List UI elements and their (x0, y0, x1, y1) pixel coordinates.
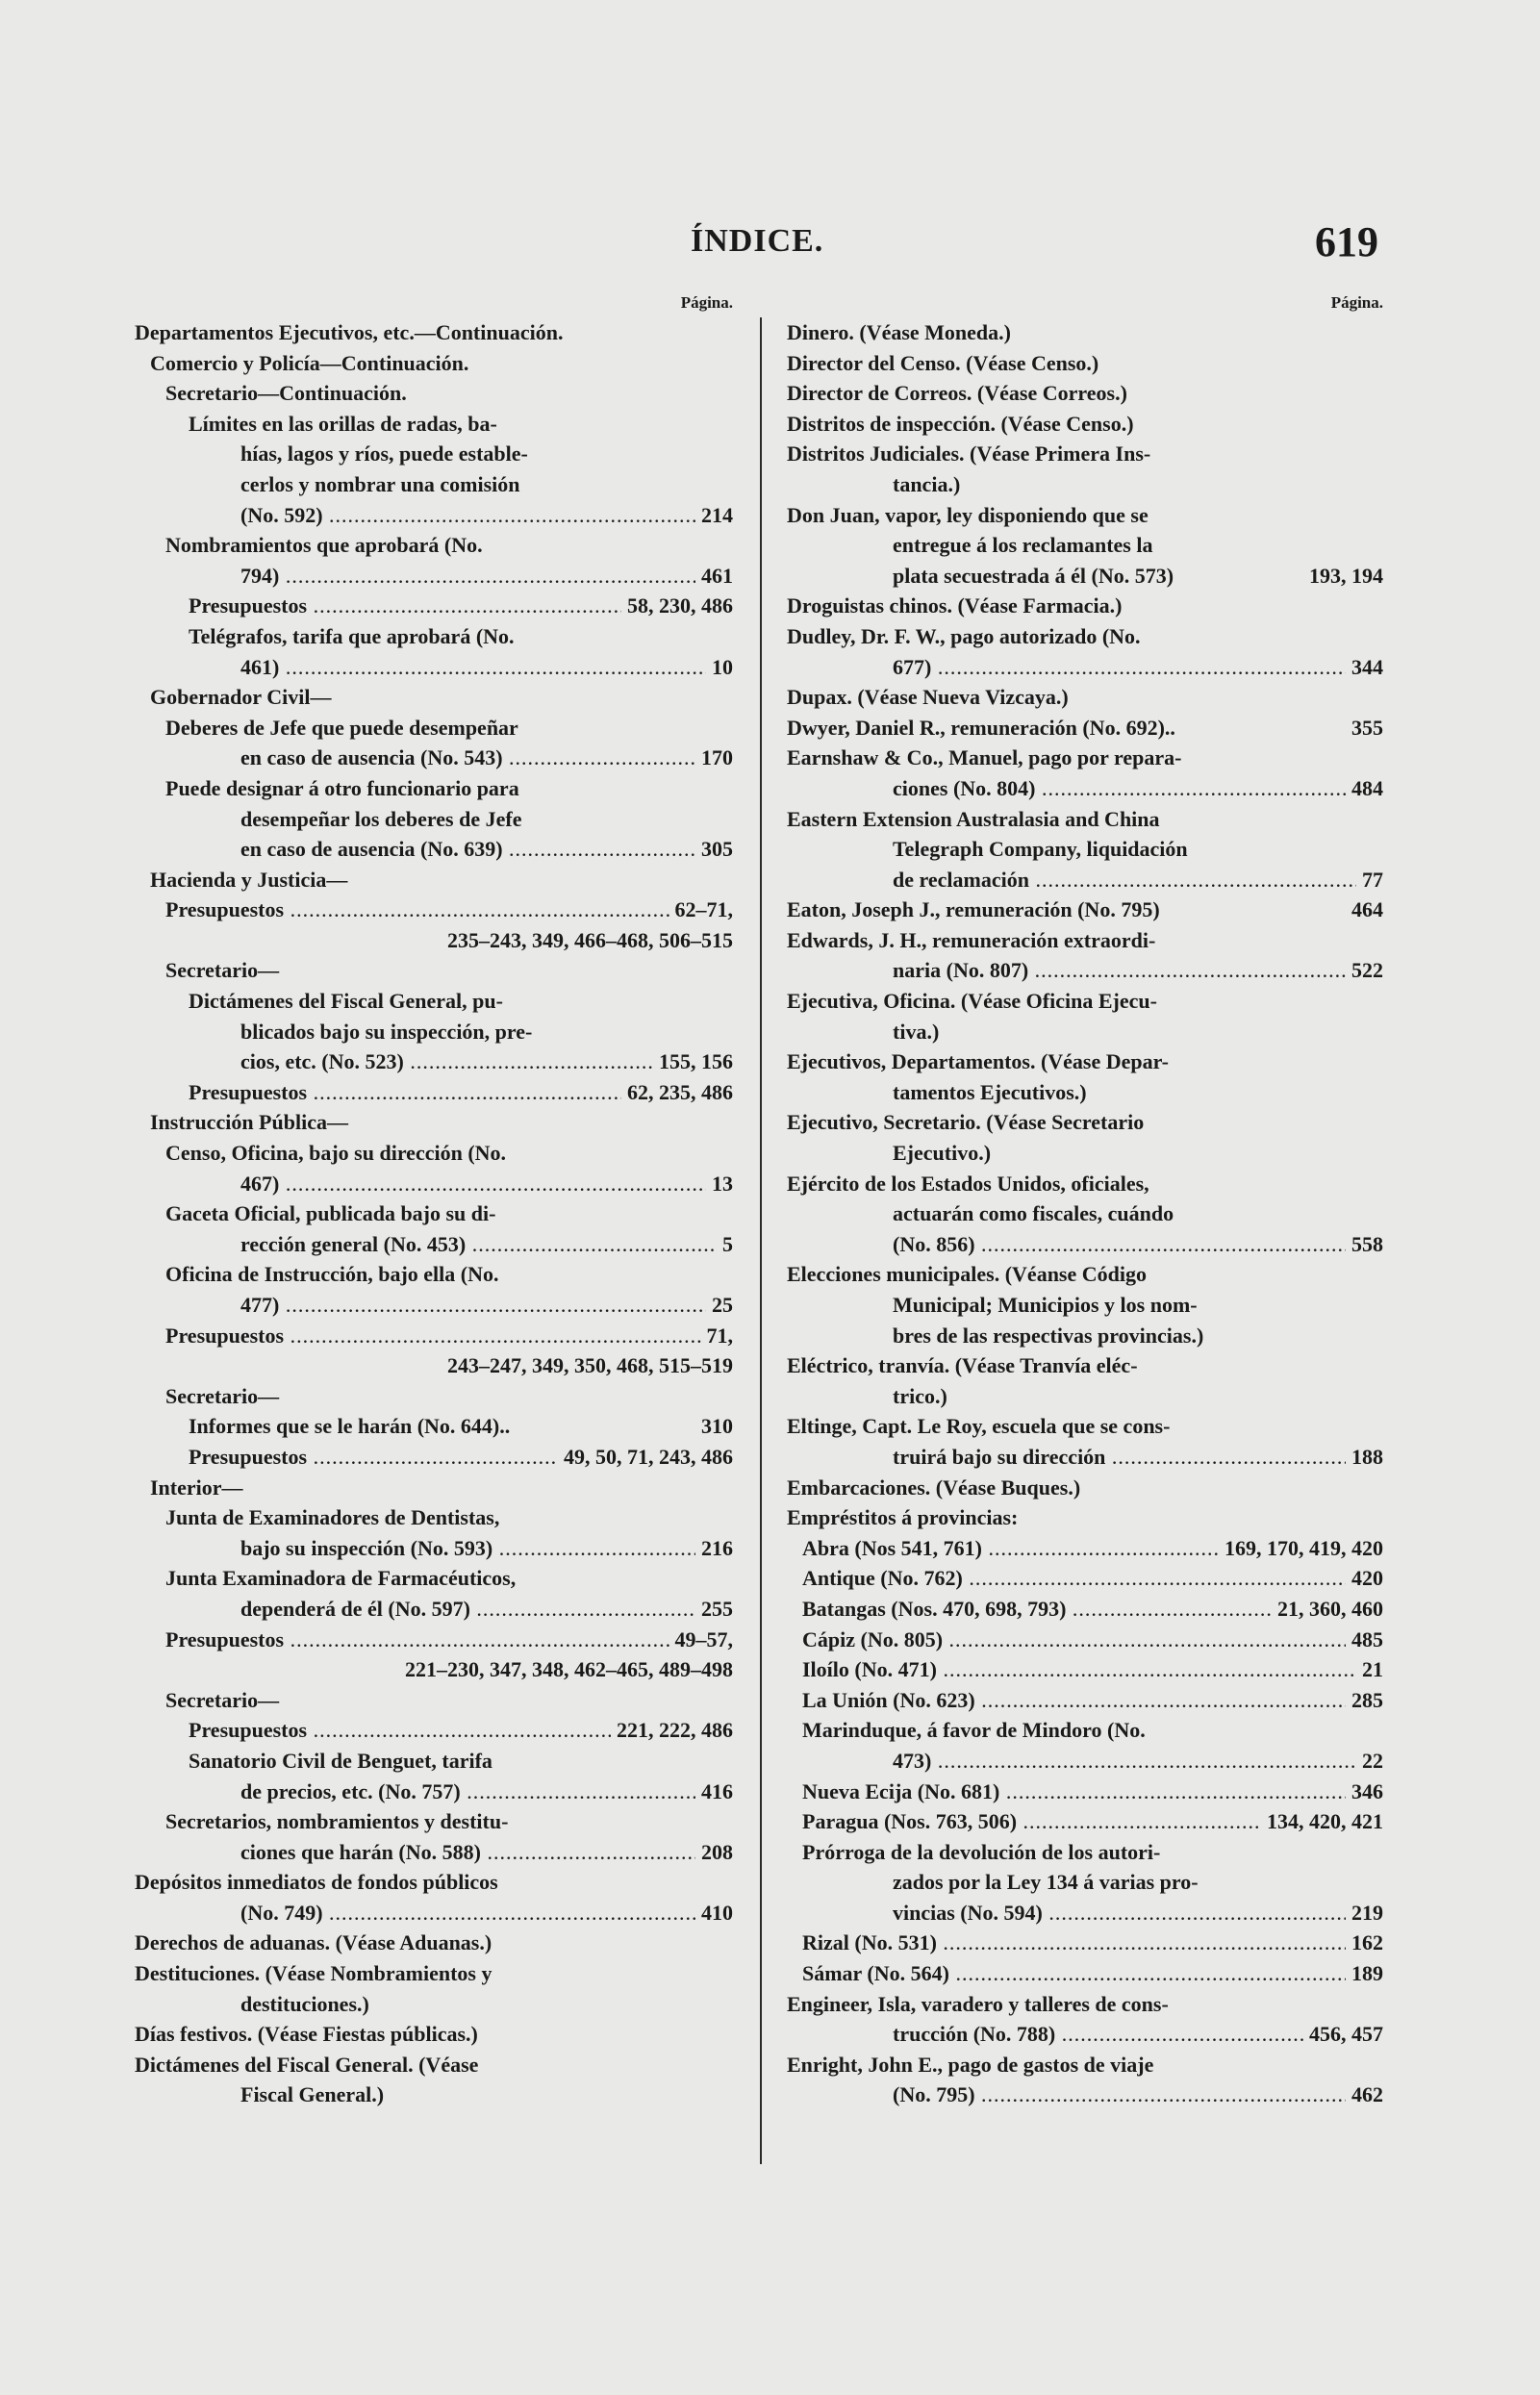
entry-page-ref: 420 (1351, 1566, 1383, 1591)
entry-text: 477) ..... (240, 1290, 706, 1321)
entry-text: Elecciones municipales. (Véanse Código (787, 1262, 1147, 1287)
entry-page-ref: 10 (712, 654, 733, 679)
entry-text: dependerá de él (No. 597) ..... (240, 1594, 695, 1625)
index-entry-line (135, 773, 733, 804)
index-entry-line (135, 348, 733, 379)
index-entry-line (135, 1533, 733, 1564)
entry-page-ref: 170 (701, 745, 733, 770)
entry-text: Droguistas chinos. (Véase Farmacia.) (787, 593, 1123, 618)
index-entry-line (787, 743, 1383, 773)
entry-text: 473) ..... (893, 1746, 1356, 1777)
index-entry-line (135, 1259, 733, 1290)
index-entry-line (787, 1259, 1383, 1290)
entry-text: 467) ..... (240, 1169, 706, 1199)
entry-text: Presupuestos ..... (189, 1715, 611, 1746)
entry-page-ref: 189 (1351, 1961, 1383, 1986)
entry-text: Edwards, J. H., remuneración extraordi- (787, 927, 1156, 952)
index-entry-line (135, 1442, 733, 1473)
entry-page-ref: 77 (1362, 867, 1383, 892)
index-entry-line (135, 1077, 733, 1108)
index-entry-line (787, 348, 1383, 379)
entry-text: Director de Correos. (Véase Correos.) (787, 381, 1127, 406)
index-entry-line (135, 1837, 733, 1868)
entry-page-ref: 216 (701, 1535, 733, 1560)
entry-text: Embarcaciones. (Véase Buques.) (787, 1475, 1081, 1500)
index-entry-line (135, 1867, 733, 1898)
index-entry-line (135, 530, 733, 561)
index-entry-line (135, 1502, 733, 1533)
entry-text: La Unión (No. 623) ..... (802, 1685, 1346, 1716)
index-entry-line (787, 1533, 1383, 1564)
page-header (0, 218, 1540, 281)
index-entry-line (135, 1138, 733, 1169)
entry-page-ref: 462 (1351, 2082, 1383, 2107)
index-entry-line (787, 1138, 1383, 1169)
entry-text: Ejército de los Estados Unidos, oficiales, (787, 1171, 1149, 1196)
entry-page-ref: 193, 194 (1309, 563, 1383, 588)
entry-text: Límites en las orillas de radas, ba- (189, 411, 497, 436)
entry-text: Secretarios, nombramientos y destitu- (165, 1809, 509, 1834)
index-entry-line (135, 378, 733, 409)
entry-text: entregue á los reclamantes la (893, 533, 1153, 558)
index-entry-line (135, 1321, 733, 1351)
entry-text: hías, lagos y ríos, puede estable- (240, 441, 528, 466)
entry-page-ref: 21 (1362, 1657, 1383, 1682)
entry-page-ref: 62, 235, 486 (627, 1079, 733, 1104)
entry-text: Municipal; Municipios y los nom- (893, 1293, 1198, 1317)
entry-text: Oficina de Instrucción, bajo ella (No. (165, 1262, 499, 1287)
index-entry-line (135, 2019, 733, 2050)
entry-page-ref: 5 (722, 1231, 733, 1256)
index-entry-line (787, 409, 1383, 440)
index-entry-line (135, 1625, 733, 1655)
entry-text: Gaceta Oficial, publicada bajo su di- (165, 1201, 496, 1226)
entry-text: Dictámenes del Fiscal General. (Véase (135, 2052, 479, 2077)
pagina-label-left: Página. (680, 293, 733, 312)
entry-page-ref: 155, 156 (659, 1049, 733, 1074)
index-entry-line (787, 652, 1383, 683)
left-column (135, 289, 733, 2110)
entry-page-ref: 13 (712, 1171, 733, 1196)
index-entry-line (135, 743, 733, 773)
right-column (787, 289, 1383, 2110)
entry-text: tiva.) (893, 1019, 940, 1044)
entry-text: Derechos de aduanas. (Véase Aduanas.) (135, 1930, 492, 1955)
entry-text: Eléctrico, tranvía. (Véase Tranvía eléc- (787, 1353, 1138, 1378)
entry-text: Empréstitos á provincias: (787, 1505, 1019, 1530)
right-index-entries (787, 317, 1383, 2110)
entry-text: Marinduque, á favor de Mindoro (No. (802, 1718, 1146, 1743)
index-entry-line (135, 1928, 733, 1958)
column-divider (760, 317, 762, 2164)
entry-page-ref: 484 (1351, 775, 1383, 800)
entry-text: Earnshaw & Co., Manuel, pago por repara- (787, 745, 1182, 770)
index-entry-line (787, 1169, 1383, 1199)
index-entry-line (135, 1777, 733, 1807)
entry-text: Iloílo (No. 471) ..... (802, 1654, 1356, 1685)
index-entry-line (135, 1958, 733, 1989)
entry-page-ref: 49, 50, 71, 243, 486 (564, 1444, 733, 1469)
entry-text: Dictámenes del Fiscal General, pu- (189, 989, 503, 1014)
index-entry-line (135, 1746, 733, 1777)
index-entry-line (787, 1837, 1383, 1868)
entry-page-ref: 49–57, (674, 1626, 733, 1651)
entry-text: Nueva Ecija (No. 681) ..... (802, 1777, 1346, 1807)
entry-text: Días festivos. (Véase Fiestas públicas.) (135, 2022, 478, 2047)
index-entry-line (135, 1685, 733, 1716)
index-entry-line (787, 1229, 1383, 1260)
index-entry-line (135, 834, 733, 865)
entry-text: plata secuestrada á él (No. 573) (893, 563, 1174, 588)
entry-page-ref: 344 (1351, 654, 1383, 679)
entry-text: Gobernador Civil— (150, 685, 332, 710)
page-title: ÍNDICE. (691, 223, 824, 259)
index-entry-line (787, 1594, 1383, 1625)
entry-text: Presupuestos ..... (189, 1077, 621, 1108)
entry-text: Enright, John E., pago de gastos de viaje (787, 2052, 1154, 2077)
index-entry-line (135, 865, 733, 895)
entry-text: Ejecutivo, Secretario. (Véase Secretario (787, 1110, 1145, 1135)
entry-page-ref: 134, 420, 421 (1267, 1809, 1383, 1834)
entry-text: Presupuestos ..... (165, 895, 669, 925)
entry-text: zados por la Ley 134 á varias pro- (893, 1870, 1199, 1895)
entry-text: Distritos Judiciales. (Véase Primera Ins- (787, 441, 1151, 466)
index-entry-line (787, 317, 1383, 348)
entry-text: actuarán como fiscales, cuándo (893, 1201, 1174, 1226)
entry-page-ref: 522 (1351, 958, 1383, 983)
index-entry-line (135, 500, 733, 531)
index-entry-line (787, 1685, 1383, 1716)
entry-text: Ejecutiva, Oficina. (Véase Oficina Ejecu- (787, 989, 1157, 1014)
index-entry-line (787, 1654, 1383, 1685)
entry-text: Dinero. (Véase Moneda.) (787, 320, 1011, 344)
entry-text: desempeñar los deberes de Jefe (240, 806, 522, 831)
index-entry-line (787, 1502, 1383, 1533)
index-entry-line (135, 591, 733, 621)
index-entry-line (787, 865, 1383, 895)
index-entry-line (787, 1928, 1383, 1958)
index-entry-line (135, 1290, 733, 1321)
index-entry-line (135, 1654, 733, 1685)
entry-page-ref: 21, 360, 460 (1277, 1596, 1383, 1621)
index-entry-line (787, 1898, 1383, 1929)
entry-text: blicados bajo su inspección, pre- (240, 1019, 533, 1044)
index-entry-line (787, 1746, 1383, 1777)
index-entry-line (135, 1169, 733, 1199)
index-entry-line (787, 955, 1383, 986)
entry-page-ref: 416 (701, 1778, 733, 1803)
index-entry-line (787, 986, 1383, 1017)
index-entry-line (787, 1715, 1383, 1746)
entry-text: ciones que harán (No. 588) ..... (240, 1837, 695, 1868)
index-entry-line (787, 1563, 1383, 1594)
entry-page-ref: 235–243, 349, 466–468, 506–515 (447, 927, 733, 952)
index-entry-line (787, 1321, 1383, 1351)
entry-text: Junta Examinadora de Farmacéuticos, (165, 1566, 517, 1591)
index-entry-line (787, 378, 1383, 409)
entry-text: Abra (Nos 541, 761) ..... (802, 1533, 1219, 1564)
index-entry-line (787, 1625, 1383, 1655)
entry-text: Telégrafos, tarifa que aprobará (No. (189, 623, 515, 648)
index-entry-line (135, 1198, 733, 1229)
index-entry-line (787, 500, 1383, 531)
index-entry-line (135, 1898, 733, 1929)
index-entry-line (135, 1806, 733, 1837)
index-entry-line (787, 713, 1383, 744)
entry-text: Junta de Examinadores de Dentistas, (165, 1505, 500, 1530)
entry-page-ref: 221, 222, 486 (617, 1718, 733, 1743)
entry-text: Nombramientos que aprobará (No. (165, 533, 483, 558)
entry-text: Dupax. (Véase Nueva Vizcaya.) (787, 685, 1069, 710)
entry-text: trico.) (893, 1383, 947, 1408)
page-number: 619 (1315, 218, 1378, 265)
index-entry-line (135, 439, 733, 469)
entry-text: Secretario— (165, 958, 280, 983)
entry-text: Eastern Extension Australasia and China (787, 806, 1160, 831)
index-entry-line (787, 895, 1383, 925)
index-entry-line (787, 1046, 1383, 1077)
entry-page-ref: 208 (701, 1839, 733, 1864)
index-entry-line (135, 1715, 733, 1746)
pagina-label-right: Página. (1330, 293, 1383, 312)
index-entry-line (787, 1806, 1383, 1837)
entry-page-ref: 355 (1351, 715, 1383, 740)
entry-text: Sámar (No. 564) ..... (802, 1958, 1346, 1989)
index-entry-line (787, 1989, 1383, 2020)
index-entry-line (135, 955, 733, 986)
index-entry-line (135, 1411, 733, 1442)
entry-page-ref: 169, 170, 419, 420 (1224, 1535, 1383, 1560)
entry-text: Batangas (Nos. 470, 698, 793) ..... (802, 1594, 1272, 1625)
entry-page-ref: 558 (1351, 1231, 1383, 1256)
entry-text: rección general (No. 453) ..... (240, 1229, 717, 1260)
index-entry-line (787, 561, 1383, 592)
entry-text: trucción (No. 788) ..... (893, 2019, 1303, 2050)
entry-text: Secretario—Continuación. (165, 381, 407, 406)
index-entry-line (787, 1290, 1383, 1321)
entry-text: Censo, Oficina, bajo su dirección (No. (165, 1141, 507, 1166)
entry-text: Presupuestos ..... (189, 591, 621, 621)
entry-text: cerlos y nombrar una comisión (240, 471, 520, 496)
index-entry-line (135, 1989, 733, 2020)
entry-text: en caso de ausencia (No. 543) ..... (240, 743, 695, 773)
index-entry-line (787, 439, 1383, 469)
entry-page-ref: 62–71, (674, 897, 733, 922)
entry-page-ref: 310 (701, 1414, 733, 1439)
entry-page-ref: 464 (1351, 897, 1383, 922)
index-entry-line (135, 1381, 733, 1412)
index-entry-line (787, 1107, 1383, 1138)
entry-text: bajo su inspección (No. 593) ..... (240, 1533, 695, 1564)
entry-text: destituciones.) (240, 1991, 369, 2016)
index-entry-line (787, 804, 1383, 835)
entry-page-ref: 255 (701, 1596, 733, 1621)
entry-text: (No. 592) ..... (240, 500, 695, 531)
index-entry-line (787, 1077, 1383, 1108)
index-entry-line (135, 895, 733, 925)
index-entry-line (787, 1777, 1383, 1807)
index-entry-line (787, 2050, 1383, 2080)
entry-text: 794) ..... (240, 561, 695, 592)
index-entry-line (135, 561, 733, 592)
entry-text: en caso de ausencia (No. 639) ..... (240, 834, 695, 865)
index-entry-line (787, 1411, 1383, 1442)
entry-text: de reclamación ..... (893, 865, 1356, 895)
index-entry-line (135, 925, 733, 956)
entry-text: Secretario— (165, 1383, 280, 1408)
index-entry-line (135, 621, 733, 652)
index-entry-line (787, 834, 1383, 865)
entry-text: Interior— (150, 1475, 243, 1500)
entry-page-ref: 25 (712, 1293, 733, 1317)
entry-page-ref: 71, (706, 1323, 733, 1348)
entry-text: Comercio y Policía—Continuación. (150, 350, 469, 375)
entry-text: bres de las respectivas provincias.) (893, 1323, 1204, 1348)
index-entry-line (135, 1107, 733, 1138)
index-entry-line (787, 925, 1383, 956)
entry-text: 677) ..... (893, 652, 1346, 683)
entry-page-ref: 243–247, 349, 350, 468, 515–519 (447, 1353, 733, 1378)
entry-page-ref: 188 (1351, 1444, 1383, 1469)
index-entry-line (787, 1442, 1383, 1473)
index-entry-line (135, 409, 733, 440)
index-entry-line (135, 1229, 733, 1260)
index-entry-line (787, 1958, 1383, 1989)
entry-text: Distritos de inspección. (Véase Censo.) (787, 411, 1134, 436)
entry-text: Instrucción Pública— (150, 1110, 348, 1135)
entry-text: Prórroga de la devolución de los autori- (802, 1839, 1161, 1864)
entry-page-ref: 221–230, 347, 348, 462–465, 489–498 (405, 1657, 733, 1682)
entry-text: Rizal (No. 531) ..... (802, 1928, 1346, 1958)
entry-page-ref: 456, 457 (1309, 2022, 1383, 2047)
entry-text: (No. 856) ..... (893, 1229, 1346, 1260)
index-entry-line (135, 2080, 733, 2110)
index-entry-line (787, 682, 1383, 713)
index-entry-line (135, 682, 733, 713)
entry-page-ref: 214 (701, 502, 733, 527)
entry-text: Secretario— (165, 1687, 280, 1712)
entry-text: Deberes de Jefe que puede desempeñar (165, 715, 518, 740)
entry-text: Director del Censo. (Véase Censo.) (787, 350, 1099, 375)
index-entry-line (135, 652, 733, 683)
index-entry-line (787, 1198, 1383, 1229)
entry-text: Dwyer, Daniel R., remuneración (No. 692).. (787, 715, 1175, 740)
entry-text: 461) ..... (240, 652, 706, 683)
index-entry-line (135, 1563, 733, 1594)
entry-text: Eltinge, Capt. Le Roy, escuela que se cons- (787, 1414, 1171, 1439)
entry-text: Eaton, Joseph J., remuneración (No. 795) (787, 897, 1160, 922)
entry-text: Sanatorio Civil de Benguet, tarifa (189, 1748, 492, 1773)
index-entry-line (787, 2080, 1383, 2110)
entry-text: (No. 749) ..... (240, 1898, 695, 1929)
index-entry-line (787, 621, 1383, 652)
entry-text: Destituciones. (Véase Nombramientos y (135, 1961, 492, 1986)
index-entry-line (135, 713, 733, 744)
entry-text: de precios, etc. (No. 757) ..... (240, 1777, 695, 1807)
entry-text: Departamentos Ejecutivos, etc.—Continuación. (135, 320, 564, 344)
entry-page-ref: 285 (1351, 1687, 1383, 1712)
index-entry-line (787, 469, 1383, 500)
entry-text: Engineer, Isla, varadero y talleres de cons- (787, 1991, 1169, 2016)
index-entry-line (787, 2019, 1383, 2050)
index-entry-line (787, 773, 1383, 804)
entry-text: Hacienda y Justicia— (150, 867, 348, 892)
index-entry-line (135, 317, 733, 348)
entry-text: Dudley, Dr. F. W., pago autorizado (No. (787, 623, 1141, 648)
entry-text: Presupuestos ..... (189, 1442, 558, 1473)
entry-text: tancia.) (893, 471, 961, 496)
entry-text: (No. 795) ..... (893, 2080, 1346, 2110)
entry-text: Paragua (Nos. 763, 506) ..... (802, 1806, 1261, 1837)
entry-text: Informes que se le harán (No. 644).. (189, 1414, 511, 1439)
left-index-entries (135, 317, 733, 2110)
entry-page-ref: 485 (1351, 1626, 1383, 1651)
index-entry-line (135, 2050, 733, 2080)
index-entry-line (135, 986, 733, 1017)
index-entry-line (135, 1017, 733, 1047)
index-entry-line (787, 1867, 1383, 1898)
entry-text: vincias (No. 594) ..... (893, 1898, 1346, 1929)
index-entry-line (787, 1017, 1383, 1047)
index-entry-line (135, 1350, 733, 1381)
entry-text: Ejecutivos, Departamentos. (Véase Depar- (787, 1049, 1169, 1074)
entry-text: truirá bajo su dirección ..... (893, 1442, 1346, 1473)
entry-text: Don Juan, vapor, ley disponiendo que se (787, 502, 1149, 527)
entry-text: Cápiz (No. 805) ..... (802, 1625, 1346, 1655)
entry-text: naria (No. 807) ..... (893, 955, 1346, 986)
entry-text: Presupuestos ..... (165, 1625, 669, 1655)
index-entry-line (135, 1594, 733, 1625)
entry-page-ref: 346 (1351, 1778, 1383, 1803)
entry-page-ref: 410 (701, 1900, 733, 1925)
entry-text: Depósitos inmediatos de fondos públicos (135, 1870, 498, 1895)
entry-text: Ejecutivo.) (893, 1141, 992, 1166)
entry-page-ref: 162 (1351, 1930, 1383, 1955)
index-entry-line (787, 1381, 1383, 1412)
entry-text: Antique (No. 762) ..... (802, 1563, 1346, 1594)
entry-text: Telegraph Company, liquidación (893, 837, 1188, 862)
entry-page-ref: 305 (701, 837, 733, 862)
entry-page-ref: 219 (1351, 1900, 1383, 1925)
entry-text: Fiscal General.) (240, 2082, 385, 2107)
index-entry-line (135, 469, 733, 500)
index-entry-line (787, 530, 1383, 561)
entry-page-ref: 58, 230, 486 (627, 593, 733, 618)
index-entry-line (787, 1473, 1383, 1503)
entry-page-ref: 22 (1362, 1748, 1383, 1773)
entry-text: tamentos Ejecutivos.) (893, 1079, 1087, 1104)
entry-text: cios, etc. (No. 523) ..... (240, 1046, 653, 1077)
index-entry-line (135, 1473, 733, 1503)
entry-text: Presupuestos ..... (165, 1321, 701, 1351)
index-entry-line (135, 804, 733, 835)
index-entry-line (135, 1046, 733, 1077)
entry-page-ref: 461 (701, 563, 733, 588)
entry-text: ciones (No. 804) ..... (893, 773, 1346, 804)
entry-text: Puede designar á otro funcionario para (165, 775, 519, 800)
index-entry-line (787, 591, 1383, 621)
index-entry-line (787, 1350, 1383, 1381)
